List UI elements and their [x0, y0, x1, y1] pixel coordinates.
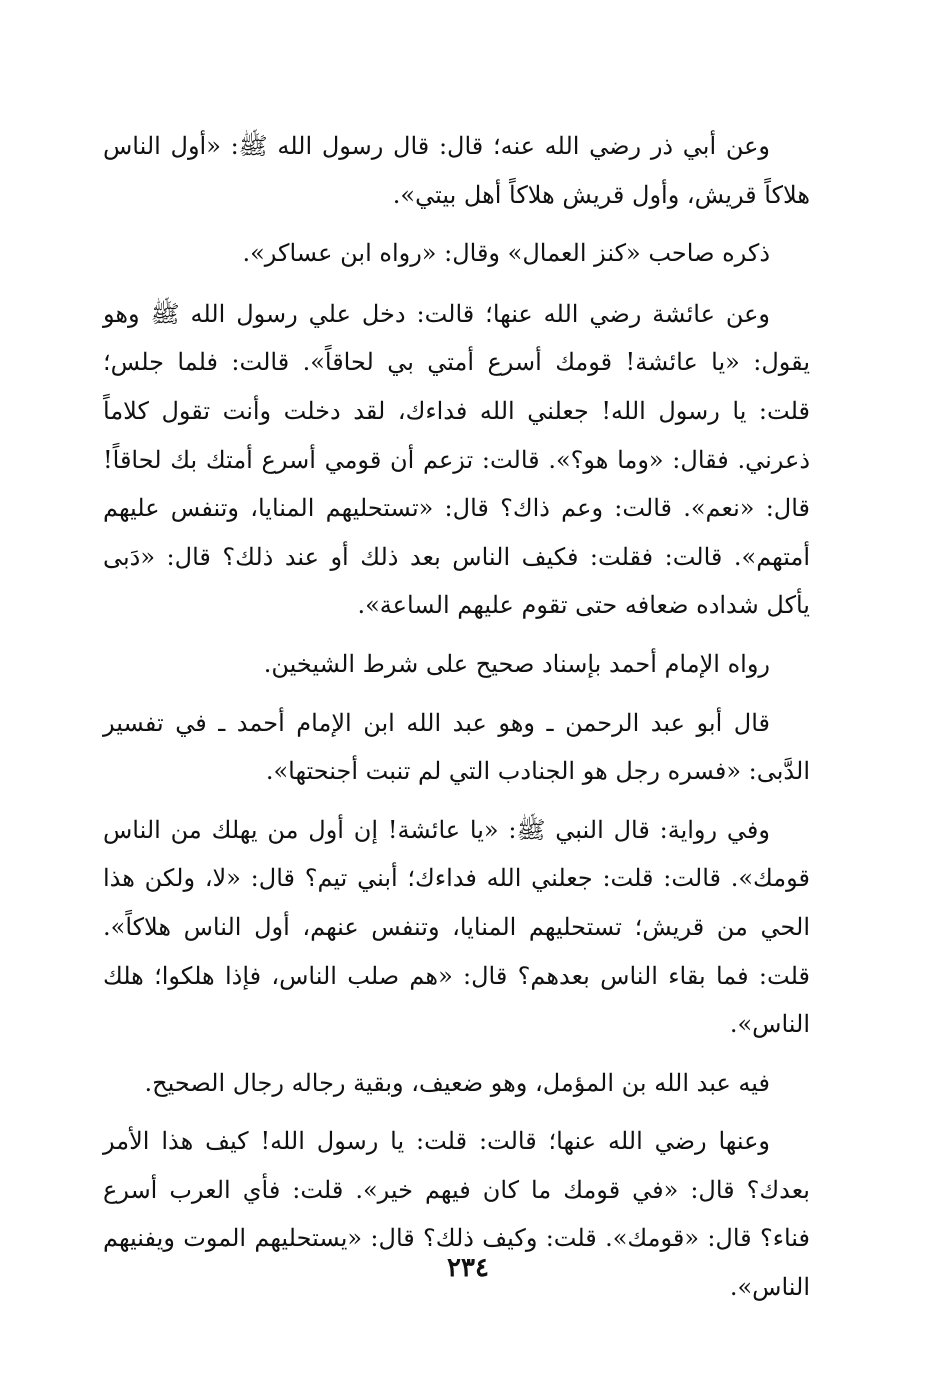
paragraph-ahmad-reference: رواه الإمام أحمد بإسناد صحيح على شرط الشيخين. — [263, 649, 770, 678]
page-number: ٢٣٤ — [447, 1253, 489, 1283]
paragraph-kanz-reference: ذكره صاحب «كنز العمال» وقال: «رواه ابن عساكر». — [242, 239, 770, 268]
page-text — [103, 122, 810, 1312]
paragraph-aisha-hadith: وعن عائشة رضي الله عنها؛ قالت: دخل علي رسول الله ﷺ وهو يقول: «يا عائشة! قومك أسرع أمتي بي لحاقاً». قالت: فلما جلس؛ قلت: يا رسول الله! جعلني الله فداءك، لقد دخلت وأنت تقول كلاماً ذعرني. فقال: «وما هو؟». قالت: تزعم أن قومي أسرع أمتك بك لحاقاً! قال: «نعم». قالت: وعم ذاك؟ قال: «تستحليهم المنايا، وتنفس عليهم أمتهم». قالت: فقلت: فكيف الناس بعد ذلك أو عند ذلك؟ قال: «دَبى يأكل شداده ضعافه حتى تقوم عليهم الساعة». — [103, 299, 810, 620]
paragraph-aisha-second-hadith: وعنها رضي الله عنها؛ قالت: قلت: يا رسول الله! كيف هذا الأمر بعدك؟ قال: «في قومك ما كان فيهم خير». قلت: فأي العرب أسرع فناء؟ قال: «قومك». قلت: وكيف ذلك؟ قال: «يستحليهم الموت ويفنيهم الناس». — [103, 1127, 811, 1302]
paragraph-tafsir-daba: قال أبو عبد الرحمن ـ وهو عبد الله ابن الإمام أحمد ـ في تفسير الدَّبى: «فسره رجل هو الجنادب التي لم تنبت أجنحتها». — [103, 708, 810, 786]
paragraph-other-narration: وفي رواية: قال النبي ﷺ: «يا عائشة! إن أول من يهلك من الناس قومك». قالت: قلت: جعلني الله فداءك؛ أبني تيم؟ قال: «لا، ولكن هذا الحي من قريش؛ تستحليهم المنايا، وتنفس عنهم، أول الناس هلاكاً». قلت: فما بقاء الناس بعدهم؟ قال: «هم صلب الناس، فإذا هلكوا؛ هلك الناس». — [103, 815, 810, 1039]
paragraph-abu-dharr-hadith: وعن أبي ذر رضي الله عنه؛ قال: قال رسول الله ﷺ: «أول الناس هلاكاً قريش، وأول قريش هلاكاً أهل بيتي». — [103, 132, 810, 209]
paragraph-muammal-note: فيه عبد الله بن المؤمل، وهو ضعيف، وبقية رجاله رجال الصحيح. — [144, 1068, 770, 1097]
